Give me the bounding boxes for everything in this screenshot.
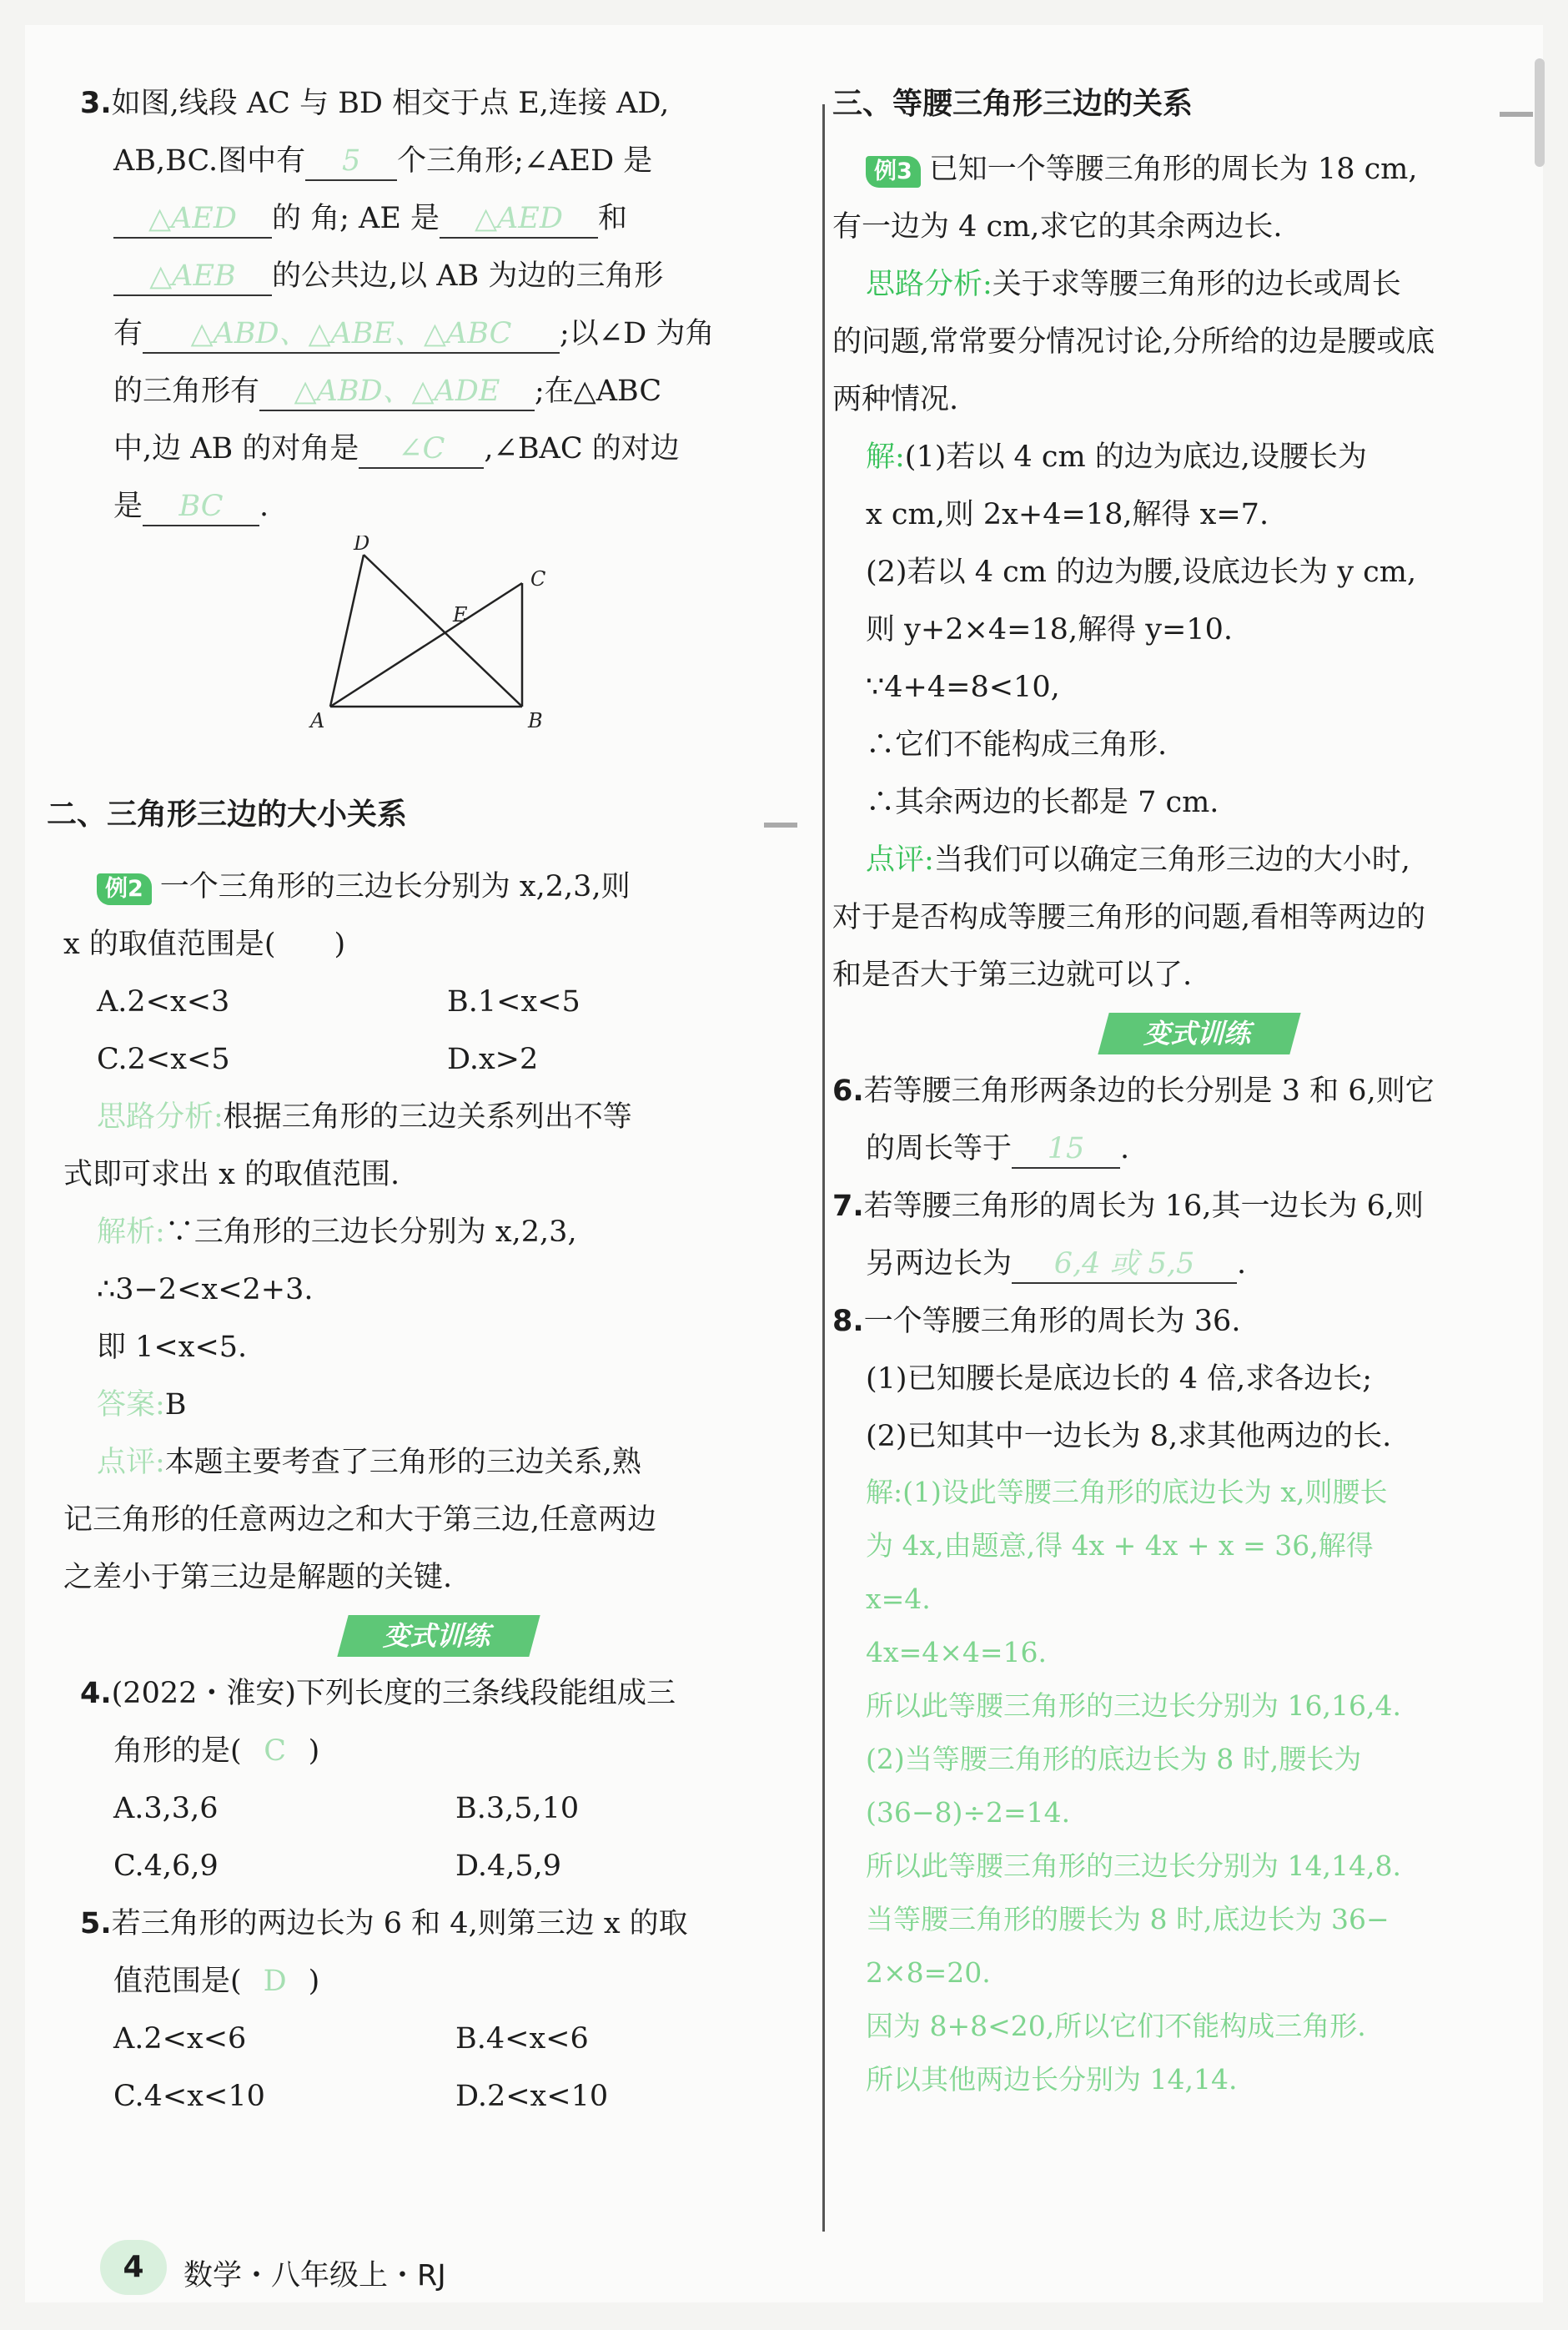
- question-5: 5.若三角形的两边长为 6 和 4,则第三边 x 的取 值范围是( D ) A.2<x<6 B.4<x<6 C.4<x<10 D.2<x<10: [80, 1907, 688, 2113]
- answer-blank[interactable]: BC: [143, 488, 259, 526]
- question-6: 6.若等腰三角形两条边的长分别是 3 和 6,则它 的周长等于 15 .: [832, 1063, 1566, 1178]
- answer-blank[interactable]: △AED: [113, 200, 272, 239]
- section-heading-2: 二、三角形三边的大小关系: [47, 786, 797, 843]
- answer-blank[interactable]: 5: [305, 143, 397, 181]
- label-B: B: [528, 709, 543, 732]
- answer-blank[interactable]: △ABD、△ABE、△ABC: [143, 315, 560, 354]
- answer-choice[interactable]: C: [264, 1734, 287, 1768]
- label-C: C: [530, 567, 546, 591]
- footer-text: 数学・八年级上・RJ: [183, 2259, 446, 2292]
- answer-blank[interactable]: △ABD、△ADE: [259, 373, 535, 411]
- answer-blank[interactable]: △AEB: [113, 258, 272, 296]
- label-E: E: [453, 603, 468, 627]
- column-divider: [822, 104, 825, 2232]
- label-D: D: [354, 536, 370, 555]
- question-7: 7.若等腰三角形的周长为 16,其一边长为 6,则 另两边长为 6,4 或 5,5 .: [832, 1178, 1566, 1293]
- left-column: [47, 75, 797, 2126]
- question-4: 4.(2022・淮安)下列长度的三条线段能组成三 角形的是( C ) A.3,3,6 B.3,5,10 C.4,6,9 D.4,5,9: [80, 1677, 676, 1883]
- answer-blank[interactable]: △AED: [440, 200, 598, 239]
- triangle-figure: [80, 536, 797, 761]
- label-A: A: [310, 709, 325, 732]
- answer-choice[interactable]: D: [263, 1965, 287, 1998]
- page: [25, 25, 1543, 2302]
- question-3: 3.如图,线段 AC 与 BD 相交于点 E,连接 AD, AB,BC.图中有 5 个三角形;∠AED 是 △AED 的 角; AE 是 △AED 和 △AEB 的公共边,以 AB 为边的三角形 有 △ABD、△ABE、△ABC ;以∠D 为角 的三角形有 △ABD、△ADE ;在△ABC 中,边 AB 的对角是 ∠C ,∠BAC 的对边 是 BC .: [80, 75, 797, 536]
- example-2: 例2 一个三角形的三边长分别为 x,2,3,则 x 的取值范围是( ) A.2<x<3 B.1<x<5 C.2<x<5 D.x>2 思路分析:根据三角形的三边关系列出不等 式即可求出 x 的取值范围. 解析:∵三角形的三边长分别为 x,2,3, ∴3−2<x<2+3. 即 1<x<5. 答案:B 点评:本题主要考查了三角形的三边关系,熟 记三角形的任意两边之和大于第三边,任意两边 之差小于第三边是解题的关键.: [63, 870, 657, 1594]
- answer-blank[interactable]: 6,4 或 5,5: [1012, 1246, 1237, 1284]
- example-3: 例3 已知一个等腰三角形的周长为 18 cm, 有一边为 4 cm,求它的其余两边长. 思路分析:关于求等腰三角形的边长或周长 的问题,常常要分情况讨论,分所给的边是腰或底 两种情况. 解:(1)若以 4 cm 的边为底边,设腰长为 x cm,则 2x+4=18,解得 x=7. (2)若以 4 cm 的边为腰,设底边长为 y cm, 则 y+2×4=18,解得 y=10. ∵4+4=8<10, ∴它们不能构成三角形. ∴其余两边的长都是 7 cm. 点评:当我们可以确定三角形三边的大小时, 对于是否构成等腰三角形的问题,看相等两边的 和是否大于第三边就可以了.: [832, 153, 1435, 992]
- practice-banner: 变式训练: [337, 1615, 540, 1657]
- answer-blank[interactable]: ∠C: [359, 430, 484, 469]
- example-badge: 例2: [97, 873, 152, 905]
- handwritten-solution: 解:(1)设此等腰三角形的底边长为 x,则腰长 为 4x,由题意,得 4x + 4x + x = 36,解得 x=4. 4x=4×4=16. 所以此等腰三角形的三边长分别为 16,16,4. (2)当等腰三角形的底边长为 8 时,腰长为 (36−8)÷2=14. 所以此等腰三角形的三边长分别为 14,14,8. 当等腰三角形的腰长为 8 时,底边长为 36− 2×8=20. 因为 8+8<20,所以它们不能构成三角形. 所以其他两边长分别为 14,14.: [866, 1476, 1401, 2096]
- answer-blank[interactable]: 15: [1012, 1130, 1120, 1169]
- section-heading-3: 三、等腰三角形三边的关系: [832, 75, 1533, 133]
- example-badge: 例3: [866, 156, 921, 188]
- question-8: 8.一个等腰三角形的周长为 36. (1)已知腰长是底边长的 4 倍,求各边长; (2)已知其中一边长为 8,求其他两边的长. 解:(1)设此等腰三角形的底边长为 x,则腰长 为 4x,由题意,得 4x + 4x + x = 36,解得 x=4. 4x=4×4=16. 所以此等腰三角形的三边长分别为 16,16,4. (2)当等腰三角形的底边长为 8 时,腰长为 (36−8)÷2=14. 所以此等腰三角形的三边长分别为 14,14,8. 当等腰三角形的腰长为 8 时,底边长为 36− 2×8=20. 因为 8+8<20,所以它们不能构成三角形. 所以其他两边长分别为 14,14.: [832, 1293, 1566, 2106]
- page-number: 4: [100, 2240, 167, 2295]
- right-column: [832, 75, 1566, 2106]
- practice-banner: 变式训练: [1098, 1013, 1300, 1054]
